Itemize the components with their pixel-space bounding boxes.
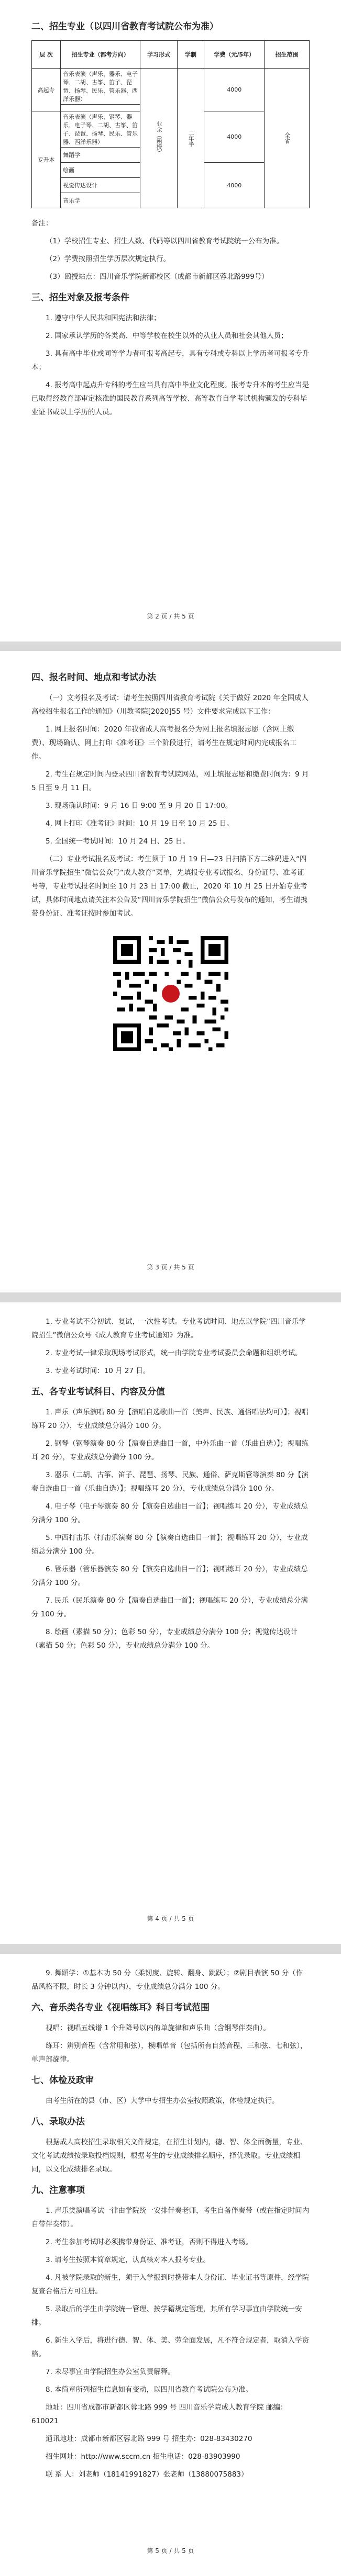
table-header-row <box>32 41 310 69</box>
majors-table <box>31 40 310 208</box>
section-heading-target: 三、招生对象及报考条件 <box>31 293 129 303</box>
notes-title: 备注： <box>31 219 53 228</box>
paragraph: 8. 本简章所列招生信息如有变动，以四川省教育考试院公布为准。 <box>46 2386 253 2394</box>
years-text: 二年半 <box>188 129 195 147</box>
level-cell: 专升本 <box>32 111 61 208</box>
subject-item: 3. 器乐（二胡、古筝、笛子、琵琶、扬琴、民族、通俗、萨克斯管等演奏 80 分【演奏自选曲目一首（乐曲自选）】；视唱练耳 20 分），专业成绩总分满分 100 分。 <box>31 1471 309 1493</box>
section-heading-vocal: 六、音乐类各专业《视唱练耳》科目考试范围 <box>31 2003 210 2013</box>
paragraph: 1. 声乐类演唱考试一律由学院统一安排伴奏老师，考生自备伴奏带（或在指定时间内自带伴奏带）。 <box>31 2207 310 2229</box>
paragraph: 2. 考生参加考试时必须携带身份证、准考证，否则不得进入考场。 <box>46 2238 253 2246</box>
paragraph: 7. 未尽事宜由学院招生办公室负责解释。 <box>46 2368 175 2376</box>
major-cell: 音乐表演（声乐、钢琴、器乐、电子琴、二胡、古筝、笛子、琵琶、扬琴、民乐、管乐器、西洋乐器） <box>61 111 140 148</box>
major-cell: 音乐表演（声乐、器乐、电子琴、二胡、古筝、笛子、琵琶、扬琴、民乐、管乐器、西洋乐器） <box>61 69 140 105</box>
col-range: 招生范围 <box>265 41 310 69</box>
paragraph: 4. 报考高中起点升专科的考生应当具有高中毕业文化程度。报考专升本的考生应当是已取得经教育部审定核准的国民教育系列高等学校、高等教育自学考试机构颁发的专科毕业证书或以上学历的人员。 <box>31 381 310 417</box>
fee-cell: 4000 <box>204 69 265 111</box>
major-cell: 视觉传达设计 <box>61 178 140 193</box>
page-number: 第 4 页 / 共 5 页 <box>147 1915 194 1922</box>
paragraph: 4. 凡被学院录取的新生，须于入学报到时携带本人身份证、毕业证书等原件，经学院复查合格后方可注册。 <box>31 2274 310 2296</box>
paragraph: 5. 录取后的学生由学院统一管理、按学籍规定管理，其所有学习事宜由学院统一安排。 <box>31 2305 302 2327</box>
col-years: 学制 <box>177 41 204 69</box>
col-fee: 学费（元/5年） <box>204 41 265 69</box>
major-cell: 绘画 <box>61 163 140 178</box>
fee-cell: 4000 <box>204 111 265 163</box>
paragraph: 4. 网上打印《准考证》时间：10 月 19 日至 10 月 25 日。 <box>46 819 234 828</box>
contact-line: 通讯地址：成都市新都区蓉北路 999 号 招生办：028-83430270 <box>46 2435 252 2443</box>
page-number: 第 2 页 / 共 5 页 <box>147 613 194 620</box>
subject-item: 7. 民乐（民乐演奏 80 分【演奏自选曲目一首】；视唱练耳 20 分），专业成绩总分满分 100 分。 <box>31 1596 308 1618</box>
page-number: 第 5 页 / 共 5 页 <box>147 2547 194 2555</box>
form-cell <box>140 69 177 208</box>
document-page-4 <box>0 1302 341 1944</box>
fee-cell: 4000 <box>204 163 265 208</box>
col-level: 层 次 <box>32 41 61 69</box>
range-text: 全省 <box>283 132 291 144</box>
page-number: 第 3 页 / 共 5 页 <box>147 1264 194 1271</box>
major-cell: 舞蹈学 <box>61 148 140 163</box>
qr-code-icon[interactable] <box>113 936 228 1051</box>
level-cell: 高起专 <box>32 69 61 111</box>
note-item: （2）学费按照招生学历层次规定执行。 <box>46 255 171 263</box>
subject-item: 2. 钢琴（钢琴演奏 80 分【演奏自选曲目一首，中外乐曲一首（乐曲自选）】；视唱练耳 20 分），专业成绩总分满分 100 分。 <box>31 1439 309 1461</box>
subject-item: 6. 管乐器（管乐器演奏 80 分【演奏自选曲目一首】；视唱练耳 20 分），专业成绩总分满分 100 分。 <box>31 1565 308 1587</box>
paragraph: 6. 新生入学后，将进行德、智、体、美、劳全面发展，凡不符合规定者，取消入学资格。 <box>31 2336 310 2358</box>
paragraph: 2. 考生在规定时间内登录四川省教育考试院网站，网上填报志愿和缴费时间为：9 月 5 日至 9 月 11 日。 <box>31 770 309 792</box>
table-row <box>32 69 310 105</box>
paragraph: 1. 专业考试不分初试、复试，一次性考试。专业考试时间、地点以学院“四川音乐学院招生”微信公众号《成人教育专业考试通知》为准。 <box>31 1318 306 1340</box>
subject-item: 8. 绘画（素描 50 分）；色彩 50 分），专业成绩总分满分 100 分；视觉传达设计（素描 50 分；色彩 50 分），专业成绩总分满分 100 分。 <box>31 1628 298 1650</box>
paragraph: 5. 全国统一考试时间：10 月 24 日、25 日。 <box>46 837 190 846</box>
paragraph: 2. 国家承认学历的各类高、中等学校在校生以外的从业人员和社会其他人员； <box>46 332 288 340</box>
subject-item: 9. 舞蹈学：①基本功 50 分（柔韧度、旋转、翻身、跳跃）；②剧目表演 50 分（作品风格不限，时长 3 分钟以内），专业成绩总分满分 100 分。 <box>31 1969 303 1991</box>
major-cell: 音乐学 <box>61 193 140 208</box>
years-cell <box>177 69 204 208</box>
paragraph: 练耳：辨别音程（含常用和弦），模唱单音（包括所有自然音程、三和弦、七和弦），单声部旋律。 <box>31 2042 307 2064</box>
section-heading-admit: 八、录取办法 <box>31 2117 85 2127</box>
section-heading-physical: 七、体检及政审 <box>31 2075 94 2086</box>
paragraph: 3. 现场确认时间：9 月 16 日 9:00 至 9 月 20 日 17:00。 <box>46 802 233 810</box>
col-major: 招生专业（都考方向） <box>61 41 140 69</box>
contact-line: 地址：四川省成都市新都区蓉北路 999 号 四川音乐学院成人教育学院 邮编：610021 <box>31 2403 288 2425</box>
school-logo-icon <box>160 983 181 1004</box>
spacer-cell <box>61 105 140 111</box>
contact-line: 招生网址：http://www.sccm.cn 招生电话：028-83903990 <box>46 2453 240 2461</box>
paragraph: （二）专业考试报名及考试：考生须于 10 月 19 日—23 日扫描下方二维码进入“四川音乐学院招生”微信公众号“成人教育”菜单，先填报专业考试报名、身份证号、准考证号等，专业考试报名时间至 10 月 23 日 17:00 截止，2020 年 10 月 25 日开始专业考试，具体时间地点请关注本公告及“四川音乐学院招生”微信公众号发布的通知，考生请携带身份证、准考证按时参加考试。 <box>31 855 307 918</box>
section-heading-majors: 二、招生专业（以四川省教育考试院公布为准） <box>31 21 218 32</box>
subject-item: 4. 电子琴（电子琴演奏 80 分【演奏自选曲目一首】；视唱练耳 20 分），专业成绩总分满分 100 分。 <box>31 1502 308 1524</box>
note-item: （1）学校招生专业、招生人数、代码等以四川省教育考试院统一公布为准。 <box>46 237 284 245</box>
contact-line: 联 系 人：刘老师（18141991827）张老师（13880075883） <box>46 2470 248 2479</box>
document-page-2 <box>0 0 341 642</box>
subject-item: 1. 声乐（声乐演唱 80 分【演唱自选歌曲一首（美声、民族、通俗唱法均可）】；视唱练耳 20 分），专业成绩总分满分 100 分。 <box>31 1408 309 1430</box>
subject-item: 5. 中西打击乐（打击乐演奏 80 分【演奏自选曲目一首】；视唱练耳 20 分），专业成绩总分满分 100 分。 <box>31 1534 308 1556</box>
section-heading-notice: 九、注意事项 <box>31 2185 85 2196</box>
document-page-5 <box>0 1954 341 2576</box>
section-heading-register: 四、报名时间、地点和考试办法 <box>31 672 156 683</box>
paragraph: 3. 具有高中毕业或同等学力者可报考高起专，具有专科或专科以上学历者可报考专升本； <box>31 350 310 372</box>
paragraph: 视唱：视唱五线谱 1 个升降号以内的单旋律和声乐曲（含钢琴伴奏曲）。 <box>46 2024 270 2032</box>
range-cell <box>265 69 310 208</box>
section-heading-subjects: 五、各专业考试科目、内容及分值 <box>31 1387 165 1397</box>
paragraph: 1. 网上报名时间：2020 年我省成人高考报名分为网上报名填报志愿（含网上缴费）、现场确认、网上打印《准考证》三个阶段进行，请考生在规定时间内完成报名工作。 <box>31 725 297 761</box>
paragraph: 由考生所在的县（市、区）大学中专招生办公室按照政策，体检规定执行。 <box>46 2097 279 2105</box>
col-form: 学习形式 <box>140 41 177 69</box>
paragraph: （一）文考报名及考试：请考生按照四川省教育考试院《关于做好 2020 年全国成人高校招生报名工作的通知》（川教考院[2020]55 号）文件要求完成以下工作： <box>31 694 309 716</box>
paragraph: 3. 专业考试时间：10 月 27 日。 <box>46 1367 150 1375</box>
paragraph: 2. 专业考试一律采取现场考试形式，统一由学院专业考试委员会命题和组织考试。 <box>46 1349 302 1357</box>
note-item: （3）函授站点：四川音乐学院新都校区（成都市新都区蓉北路999号） <box>46 273 269 281</box>
paragraph: 根据成人高校招生录取相关文件规定，在招生计划内，德、智、体全面衡量，专业、文化考试成绩按录取投档规则，根据考生的专业成绩排名顺序，择优录取。专业成绩相同，以文化成绩排名录取。 <box>31 2138 307 2174</box>
form-text: 业余（函授） <box>156 121 163 155</box>
paragraph: 3. 请考生按照本简章规定，认真核对本人报考专业。 <box>46 2256 211 2264</box>
document-page-3 <box>0 651 341 1292</box>
paragraph: 1. 遵守中华人民共和国宪法和法律； <box>46 314 161 322</box>
